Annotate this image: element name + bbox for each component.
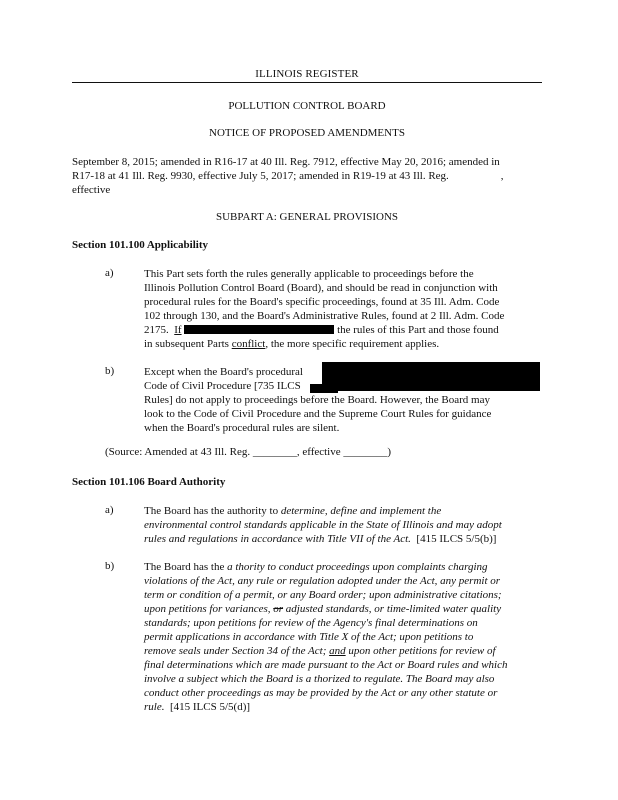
subsection-b-label: b)	[105, 560, 115, 572]
history-line-3: effective	[72, 184, 111, 196]
redaction-mark	[184, 325, 334, 334]
section-101-100-heading: Section 101.100 Applicability	[72, 239, 208, 251]
notice-title: NOTICE OF PROPOSED AMENDMENTS	[209, 127, 405, 139]
history-paragraph	[72, 155, 542, 197]
redaction-block	[322, 362, 540, 391]
subsection-b-text: Except when the Board's procedural Code of Civil Procedure [735 ILCS Rules] do not apply to proceedings before the Board. However, the Board may look to the Code of Civil Procedure and the Supreme Court Rules for guidance when the Board's procedural rules are silent.	[144, 366, 492, 434]
subsection-a-label: a)	[105, 504, 114, 516]
authority-a-text: The Board has the authority to determine, define and implement the environmental control standards applicable in the State of Illinois and may adopt rules and regulations in accordance with Title VII of the Act. [415 ILCS 5/5(b)]	[144, 505, 502, 545]
subsection-b-label: b)	[105, 365, 115, 377]
authority-b-text: The Board has the a thority to conduct proceedings upon complaints charging violations of the Act, any rule or regulation adopted under the Act, any permit or term or condition of a permit, or any Board order; upon administrative citations; upon petitions for variances, or adjusted standards, or time-limited water quality standards; upon petitions for review of the Agency's final determinations on permit applications in accordance with Title X of the Act; upon petitions to remove seals under Section 34 of the Act; and upon other petitions for review of final determinations which are made pursuant to the Act or Board rules and which involve a subject which the Board is a thorized to regulate. The Board may also conduct other proceedings as may be provided by the Act or any other statute or rule. [415 ILCS 5/5(d)]	[144, 561, 508, 713]
source-note: (Source: Amended at 43 Ill. Reg. ________, effective ________)	[105, 446, 392, 458]
subsection-a-text: This Part sets forth the rules generally applicable to proceedings before the Illinois Pollution Control Board (Board), and should be read in conjunction with procedural rules for the Board's specific proceedings, found at 35 Ill. Adm. Code 102 through 130, and the Board's Administrative Rules, found at 2 Ill. Adm. Code 2175. If the rules of this Part and those found in subsequent Parts conflict, the more specific requirement applies.	[144, 268, 505, 350]
history-line-2: R17-18 at 41 Ill. Reg. 9930, effective July 5, 2017; amended in R19-19 at 43 Ill. Reg. ,	[72, 170, 504, 182]
history-line-1: September 8, 2015; amended in R16-17 at 40 Ill. Reg. 7912, effective May 20, 2016; amended in	[72, 156, 500, 168]
subsection-a-label: a)	[105, 267, 114, 279]
subpart-title: SUBPART A: GENERAL PROVISIONS	[216, 211, 398, 223]
register-header: ILLINOIS REGISTER	[72, 68, 542, 83]
redaction-block	[310, 384, 338, 393]
section-101-106-heading: Section 101.106 Board Authority	[72, 476, 226, 488]
board-title: POLLUTION CONTROL BOARD	[228, 100, 386, 112]
